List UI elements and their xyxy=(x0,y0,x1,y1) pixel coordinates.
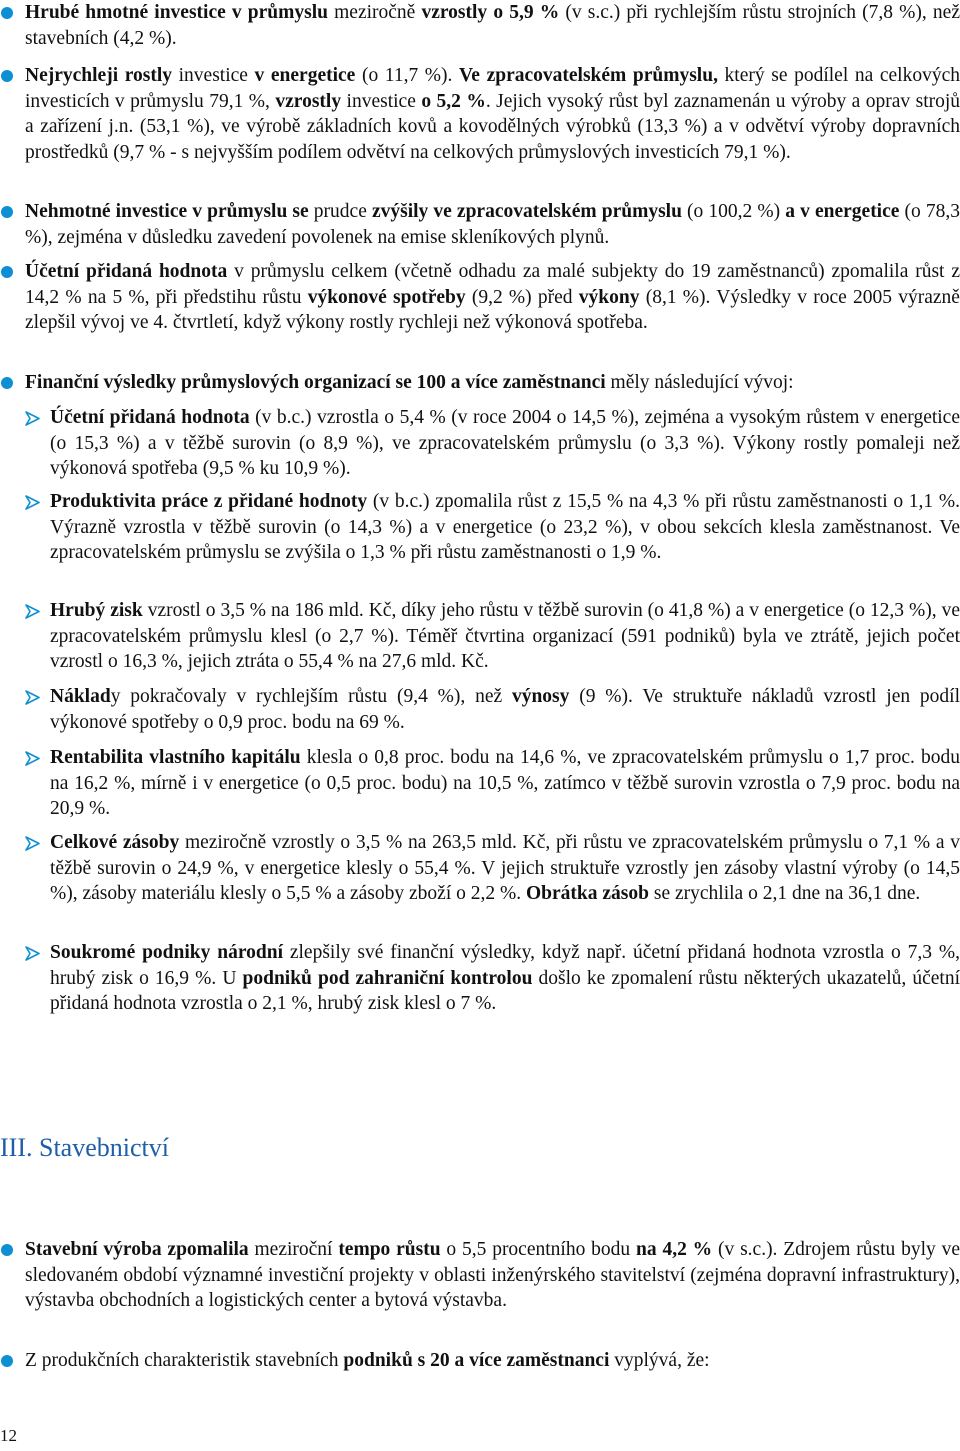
bullet-dot-icon xyxy=(1,206,13,218)
paragraph xyxy=(25,259,960,336)
bold-text: Ve zpracovatelském průmyslu, xyxy=(459,65,718,86)
bullet-item-construction-output xyxy=(0,1237,960,1314)
text-run: investice xyxy=(341,90,422,112)
bold-text: podniků pod zahraniční kontrolou xyxy=(242,967,533,989)
bold-text: a v energetice xyxy=(785,201,900,222)
text-run: (v b.c.) vzrostla o 5,4 % (v roce 2004 o 14,5 %), zejména a vysokým růstem v energetice (o 15,3 %) a v těžbě surovin (o 8,9 %), ve zpracovatelském průmyslu (o 3,3 %). Výkony rostly pomaleji než výkonová spotřeba (9,5 % ku 10,9 %). xyxy=(50,407,960,479)
text-run: investice xyxy=(172,65,255,86)
text-run: y pokračovaly v rychlejším růstu (9,4 %), než xyxy=(110,686,512,707)
bullet-dot-icon xyxy=(1,1355,13,1367)
bold-text: o 5,2 % xyxy=(421,90,486,112)
text-run: vzrostl o 3,5 % na 186 mld. Kč, díky jeho růstu v těžbě surovin (o 41,8 %) a v energetice (o 12,3 %), ve zpracovatelském průmyslu klesl (o 2,7 %). Téměř čtvrtina organizací (591 podniků) byla ve ztrátě, jejich počet vzrostl o 16,3 %, jejich ztráta o 55,4 % na 27,6 mld. Kč. xyxy=(50,600,960,672)
paragraph xyxy=(25,63,960,165)
bold-text: Účetní přidaná hodnota xyxy=(50,407,250,428)
text-run: prudce xyxy=(308,201,372,222)
paragraph xyxy=(25,0,960,51)
bold-text: Nehmotné investice v průmyslu se xyxy=(25,201,309,222)
text-run: v průmyslu celkem (včetně odhadu za malé subjekty do 19 zaměstnanců) zpomalila růst z 14,2 % na 5 %, při předstihu růstu xyxy=(25,261,960,308)
paragraph xyxy=(50,489,960,566)
arrow-item-value-added xyxy=(0,405,960,482)
bold-text: zvýšily ve zpracovatelském průmyslu xyxy=(371,201,682,222)
text-run: . Jejich vysoký růst byl zaznamenán u výroby a oprav strojů a zařízení j.n. (53,1 %), ve výrobě základních kovů a kovodělných výrobků (13,3 %) a v odvětví výroby dopravních prostředků (9,7 % - s nejvyšším podílem odvětví na celkových průmyslových investicích 79,1 %). xyxy=(25,90,960,163)
bold-text: výkony xyxy=(578,286,640,308)
text-run: (9 %). Ve struktuře nákladů vzrostl jen podíl výkonové spotřeby o 0,9 proc. bodu na 69 %. xyxy=(50,686,960,733)
arrow-outline-icon xyxy=(24,603,41,620)
bullet-dot-icon xyxy=(1,70,13,82)
bold-text: výkonové spotřeby xyxy=(307,286,466,308)
bold-text: Náklad xyxy=(50,686,111,707)
bullet-dot-icon xyxy=(1,377,13,389)
text-run: se zrychlila o 2,1 dne na 36,1 dne. xyxy=(648,883,921,904)
page-number: 12 xyxy=(0,1426,17,1445)
text-run: zlepšily své finanční výsledky, když např. účetní přidaná hodnota vzrostla o 7,3 %, hrubý zisk o 16,9 %. U xyxy=(50,942,960,989)
paragraph xyxy=(50,830,960,907)
bold-text: Finanční výsledky průmyslových organizací se 100 a více zaměstnanci xyxy=(25,372,606,393)
arrow-item-gross-profit xyxy=(0,598,960,675)
bold-text: Rentabilita vlastního kapitálu xyxy=(50,747,301,768)
bold-text: vzrostly o 5,9 % xyxy=(421,2,560,23)
bold-text: v energetice xyxy=(254,65,356,86)
text-run: (v b.c.) zpomalila růst z 15,5 % na 4,3 % při růstu zaměstnanosti o 1,1 %. Výrazně vzrostla v těžbě surovin (o 14,3 %) a v energetice (o 23,2 %), v obou sekcích klesla zaměstnanost. Ve zpracovatelském průmyslu se zvýšila o 1,3 % při růstu zaměstnanosti o 1,9 %. xyxy=(50,491,960,563)
bold-text: Soukromé podniky národní xyxy=(50,942,283,963)
bullet-dot-icon xyxy=(1,266,13,278)
paragraph xyxy=(50,598,960,675)
text-run: (o 11,7 %). xyxy=(355,65,460,86)
arrow-item-inventories xyxy=(0,830,960,907)
bullet-item-intangible-investment xyxy=(0,199,960,250)
bold-text: výnosy xyxy=(511,686,570,707)
text-run: (8,1 %). Výsledky v roce 2005 výrazně zlepšil vývoj ve 4. čtvrtletí, když výkony rostly rychleji než výkonová spotřeba. xyxy=(25,286,960,333)
bullet-dot-icon xyxy=(1,7,13,19)
arrow-outline-icon xyxy=(24,410,41,427)
text-run: (o 78,3 %), zejména v důsledku zavedení povolenek na emise skleníkových plynů. xyxy=(25,201,960,248)
bullet-item-energy-investment xyxy=(0,63,960,165)
text-run: klesla o 0,8 proc. bodu na 14,6 %, ve zpracovatelském průmyslu o 1,7 proc. bodu na 16,2 %, mírně i v energetice (o 0,5 proc. bodu) na 10,5 %, zatímco v těžbě surovin vzrostla o 7,9 proc. bodu na 20,9 %. xyxy=(50,747,960,819)
bold-text: Obrátka zásob xyxy=(526,883,649,904)
section-heading xyxy=(0,1133,169,1163)
bullet-item-value-added xyxy=(0,259,960,336)
arrow-item-productivity xyxy=(0,489,960,566)
text-run: (o 100,2 %) xyxy=(681,201,786,222)
paragraph xyxy=(25,199,960,250)
bullet-item-production-characteristics xyxy=(0,1348,960,1374)
text-run: vyplývá, že: xyxy=(609,1350,710,1371)
text-run: o 5,5 procentního bodu xyxy=(440,1239,637,1260)
text-run: došlo ke zpomalení růstu některých ukazatelů, účetní přidaná hodnota vzrostla o 2,1 %, hrubý zisk klesl o 7 %. xyxy=(50,967,960,1014)
bold-text: podniků s 20 a více zaměstnanci xyxy=(343,1350,610,1371)
bold-text: na 4,2 % xyxy=(636,1239,713,1260)
bold-text: Stavební výroba zpomalila xyxy=(25,1239,249,1260)
bold-text: Celkové zásoby xyxy=(50,832,180,853)
bold-text: Účetní přidaná hodnota xyxy=(25,261,228,282)
arrow-item-costs xyxy=(0,684,960,735)
text-run: meziroční xyxy=(248,1239,339,1260)
section-title-text: Stavebnictví xyxy=(38,1133,169,1162)
text-run: meziročně vzrostly o 3,5 % na 263,5 mld. Kč, při růstu ve zpracovatelském průmyslu o 7,1 % a v těžbě surovin o 24,9 %, v energetice klesly o 55,4 %. V jejich struktuře vzrostly jen zásoby vlastní výroby (o 14,5 %), zásoby materiálu klesly o 5,5 % a zásoby zboží o 2,2 %. xyxy=(50,832,960,904)
text-run: (v s.c.) při rychlejším růstu strojních (7,8 %), než stavebních (4,2 %). xyxy=(25,2,960,49)
bold-text: Nejrychleji rostly xyxy=(25,65,173,86)
paragraph xyxy=(25,370,960,396)
paragraph xyxy=(50,405,960,482)
text-run: měly následující vývoj: xyxy=(605,372,794,393)
text-run: meziročně xyxy=(327,2,422,23)
arrow-item-private-companies xyxy=(0,940,960,1017)
paragraph xyxy=(25,1237,960,1314)
bullet-dot-icon xyxy=(1,1244,13,1256)
arrow-outline-icon xyxy=(24,494,41,511)
arrow-outline-icon xyxy=(24,750,41,767)
bullet-item-investment-growth xyxy=(0,0,960,51)
section-number: III. xyxy=(0,1133,33,1162)
text-run: (9,2 %) před xyxy=(465,286,579,308)
text-run: Z produkčních charakteristik stavebních xyxy=(25,1350,344,1371)
bold-text: Produktivita práce z přidané hodnoty xyxy=(50,491,368,512)
text-run: (v s.c.). Zdrojem růstu byly ve sledovaném období významné investiční projekty v oblasti inženýrského stavitelství (zejména dopravní infrastruktury), výstavba obchodních a logistických center a bytová výstavba. xyxy=(25,1239,960,1311)
bold-text: vzrostly xyxy=(275,90,342,112)
bullet-item-financial-results xyxy=(0,370,960,396)
bold-text: Hrubý zisk xyxy=(50,600,143,621)
arrow-item-return-on-equity xyxy=(0,745,960,822)
paragraph xyxy=(50,684,960,735)
paragraph xyxy=(50,745,960,822)
bold-text: tempo růstu xyxy=(338,1239,441,1260)
text-run: který se podílel na celkových investicích v průmyslu 79,1 %, xyxy=(25,65,960,112)
paragraph xyxy=(25,1348,960,1374)
arrow-outline-icon xyxy=(24,689,41,706)
arrow-outline-icon xyxy=(24,945,41,962)
bold-text: Hrubé hmotné investice v průmyslu xyxy=(25,2,328,23)
paragraph xyxy=(50,940,960,1017)
arrow-outline-icon xyxy=(24,835,41,852)
